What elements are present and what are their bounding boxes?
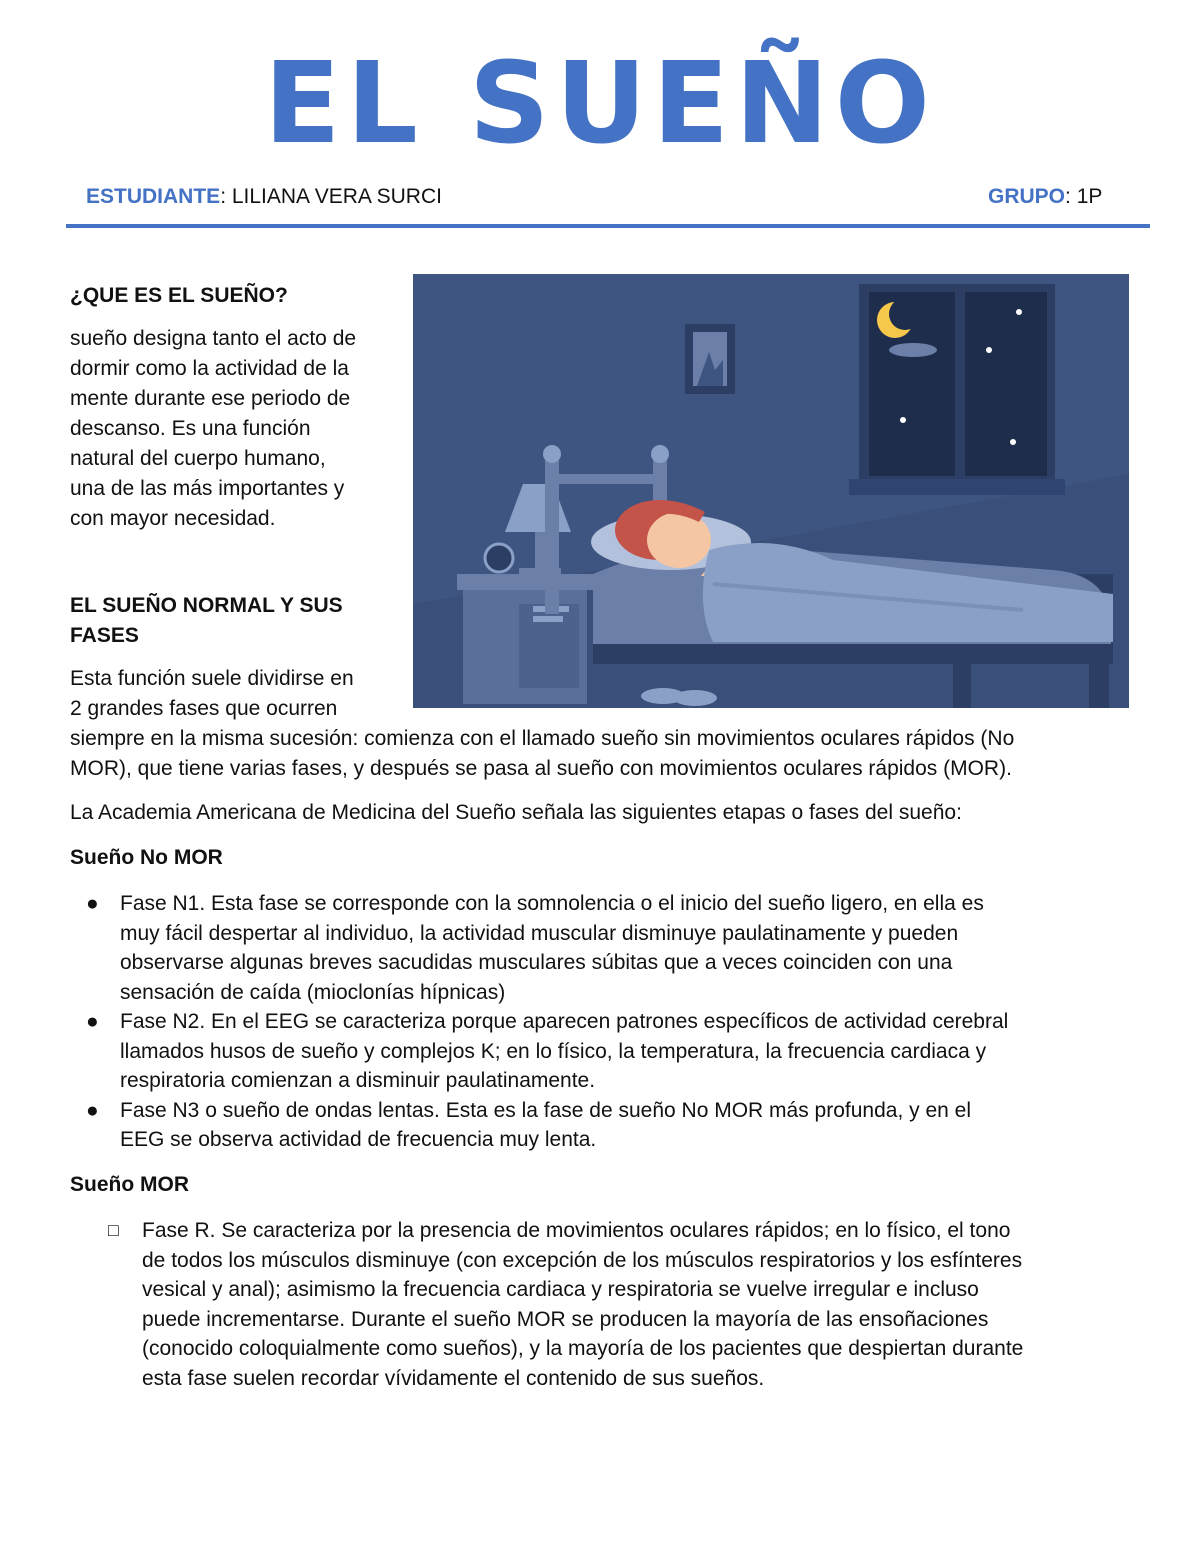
- sleeping-woman-illustration: [413, 274, 1129, 708]
- list-item: ● Fase N1. Esta fase se corresponde con la somnolencia o el inicio del sueño ligero, en ella es muy fácil despertar al individuo, la actividad muscular disminuye paulatinamente y pueden observarse algunas breves sacudidas musculares súbitas que a veces coinciden con una sensación de caída (mioclonías hípnicas): [86, 892, 984, 1004]
- mor-list: [70, 1216, 1023, 1393]
- fases-intro-paragraph: Esta función suele dividirse en 2 grandes fases que ocurren siempre en la misma sucesión: comienza con el llamado sueño sin movimientos oculares rápidos (No MOR), que tiene varias fases, y después se pasa al sueño con movimientos oculares rápidos (MOR).: [70, 667, 1015, 780]
- list-item: □ Fase R. Se caracteriza por la presencia de movimientos oculares rápidos; en lo físico, el tono de todos los músculos disminuye (con excepción de los músculos respiratorios y los esfínteres vesical y anal); asimismo la frecuencia cardiaca y respiratoria se vuelve irregular e incluso puede incrementarse. Durante el sueño MOR se producen la mayoría de las ensoñaciones (conocido coloquialmente como sueños), y la mayoría de los pacientes que despiertan durante esta fase suelen recordar vívidamente el contenido de sus sueños.: [70, 1216, 1023, 1393]
- nomor-list: [70, 889, 1008, 1155]
- alarm-clock-icon: [485, 544, 513, 572]
- group-label: GRUPO: [988, 185, 1066, 208]
- nomor-heading: Sueño No MOR: [70, 846, 223, 869]
- list-item: ● Fase N2. En el EEG se caracteriza porque aparecen patrones específicos de actividad cerebral llamados husos de sueño y complejos K; en lo físico, la temperatura, la frecuencia cardiaca y respiratoria comienzan a disminuir paulatinamente.: [86, 1010, 1009, 1092]
- mor-heading: Sueño MOR: [70, 1173, 189, 1196]
- section-paragraph-que-es: sueño designa tanto el acto de dormir como la actividad de la mente durante ese periodo de descanso. Es una función natural del cuerpo humano, una de las más importantes y con mayor necesidad.: [70, 327, 357, 530]
- picture-frame-icon: [685, 324, 735, 394]
- student-name: LILIANA VERA SURCI: [231, 185, 442, 208]
- student-label: ESTUDIANTE: [86, 185, 221, 208]
- missing-glyph-icon: □: [108, 1220, 119, 1240]
- academy-paragraph: La Academia Americana de Medicina del Sueño señala las siguientes etapas o fases del sueño:: [70, 801, 962, 824]
- section-heading-que-es: ¿QUE ES EL SUEÑO?: [70, 284, 288, 307]
- group-value: 1P: [1076, 185, 1103, 208]
- student-line: ESTUDIANTE: LILIANA VERA SURCI: [86, 185, 442, 208]
- header-divider: [66, 224, 1150, 228]
- group-line: GRUPO: 1P: [988, 185, 1103, 208]
- section-heading-fases: EL SUEÑO NORMAL Y SUS FASES: [70, 594, 343, 647]
- list-item: ● Fase N3 o sueño de ondas lentas. Esta es la fase de sueño No MOR más profunda, y en el EEG se observa actividad de frecuencia muy lenta.: [86, 1098, 971, 1151]
- page-title: EL SUEÑO: [264, 39, 936, 169]
